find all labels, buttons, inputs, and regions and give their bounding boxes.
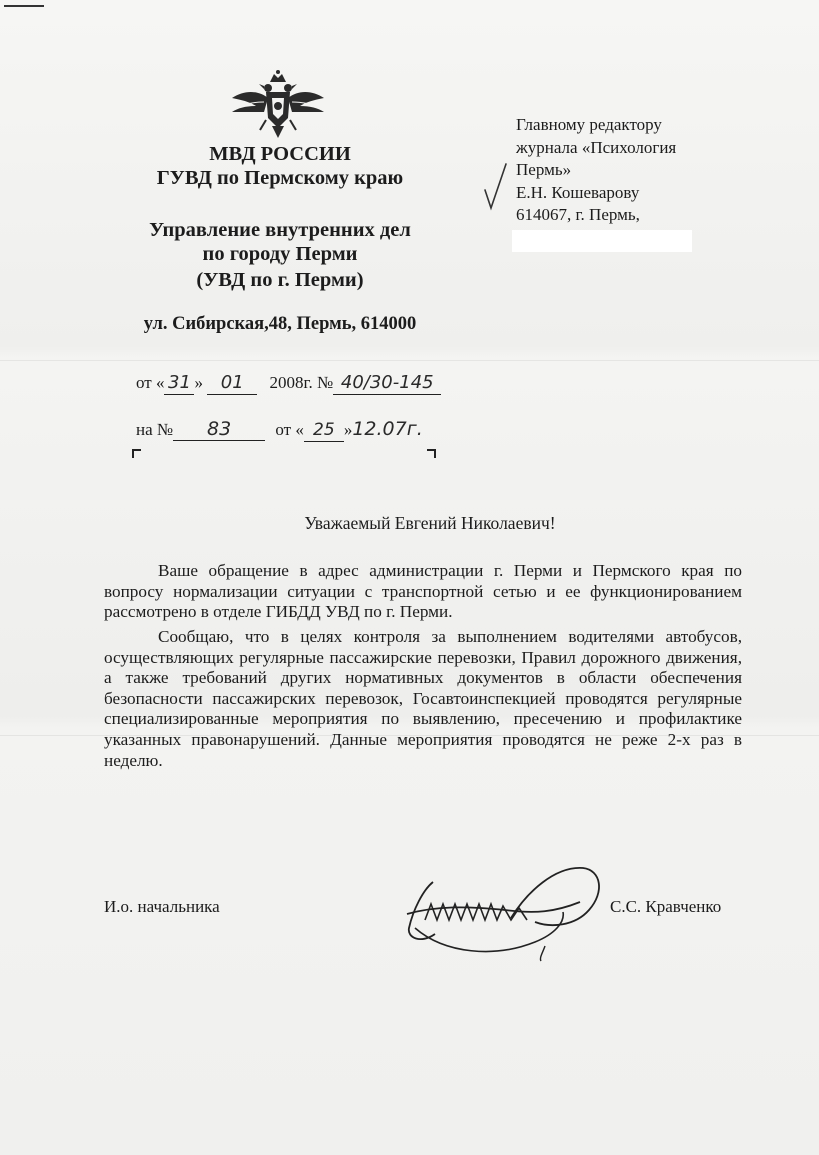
body-paragraph: Ваше обращение в адрес администрации г. Перми и Пермского края по вопросу нормализации ситуации с транспортной сетью и ее функционированием рассмотрено в отделе ГИБДД УВД по г. Перми. <box>104 561 742 622</box>
org-subdivision: ГУВД по Пермскому краю <box>156 167 404 189</box>
signatory-position: И.о. начальника <box>104 897 220 916</box>
recipient-line: 614067, г. Пермь, <box>516 205 640 224</box>
department-abbreviation: (УВД по г. Перми) <box>196 269 364 291</box>
corner-bracket-right <box>427 449 436 458</box>
ref-day: 31 <box>164 372 194 395</box>
redacted-area <box>512 230 692 252</box>
reference-incoming <box>136 418 423 442</box>
recipient-line: Е.Н. Кошеварову <box>516 182 640 202</box>
ref-year: 2008г. № <box>269 373 334 392</box>
scan-mark <box>4 5 44 7</box>
ref-on-number: 83 <box>173 418 265 441</box>
org-name: МВД РОССИИ <box>209 143 351 165</box>
recipient-line: журнала «Психология <box>516 137 677 157</box>
recipient-line: Пермь» <box>516 160 572 179</box>
ref-from-mid: » <box>194 373 203 392</box>
ref-on-day: 25 <box>304 419 344 442</box>
handwritten-checkmark-icon <box>482 160 510 212</box>
ref-on-date: 12.07г. <box>352 418 423 440</box>
ref-number: 40/30-145 <box>333 372 441 395</box>
ref-month: 01 <box>207 372 257 395</box>
corner-bracket-left <box>132 449 141 458</box>
recipient-line: Главному редактору <box>516 115 662 134</box>
ref-from-prefix: от « <box>136 373 165 392</box>
signatory-name: С.С. Кравченко <box>610 897 722 916</box>
ref-on-prefix: на № <box>136 420 174 439</box>
fold-line <box>0 360 819 361</box>
double-headed-eagle-emblem-icon <box>228 68 328 140</box>
department-city: по городу Перми <box>202 243 358 265</box>
handwritten-signature-icon <box>395 862 610 962</box>
salutation: Уважаемый Евгений Николаевич! <box>304 513 556 533</box>
recipient-block <box>516 114 756 227</box>
reference-outgoing <box>136 372 441 395</box>
department-name: Управление внутренних дел <box>149 219 411 241</box>
sender-address: ул. Сибирская,48, Пермь, 614000 <box>143 314 417 334</box>
ref-on-close: » <box>343 420 353 439</box>
ref-on-from: от « <box>275 420 304 439</box>
body-paragraph: Сообщаю, что в целях контроля за выполнением водителями автобусов, осуществляющих регулярные пассажирские перевозки, Правил дорожного движения, а также требований других нормативных документов в области обеспечения безопасности пассажирских перевозок, Госавтоинспекцией проводятся регулярные специализированные мероприятия по выявлению, пресечению и профилактике указанных правонарушений. Данные мероприятия проводятся не реже 2-х раз в неделю. <box>104 627 742 770</box>
